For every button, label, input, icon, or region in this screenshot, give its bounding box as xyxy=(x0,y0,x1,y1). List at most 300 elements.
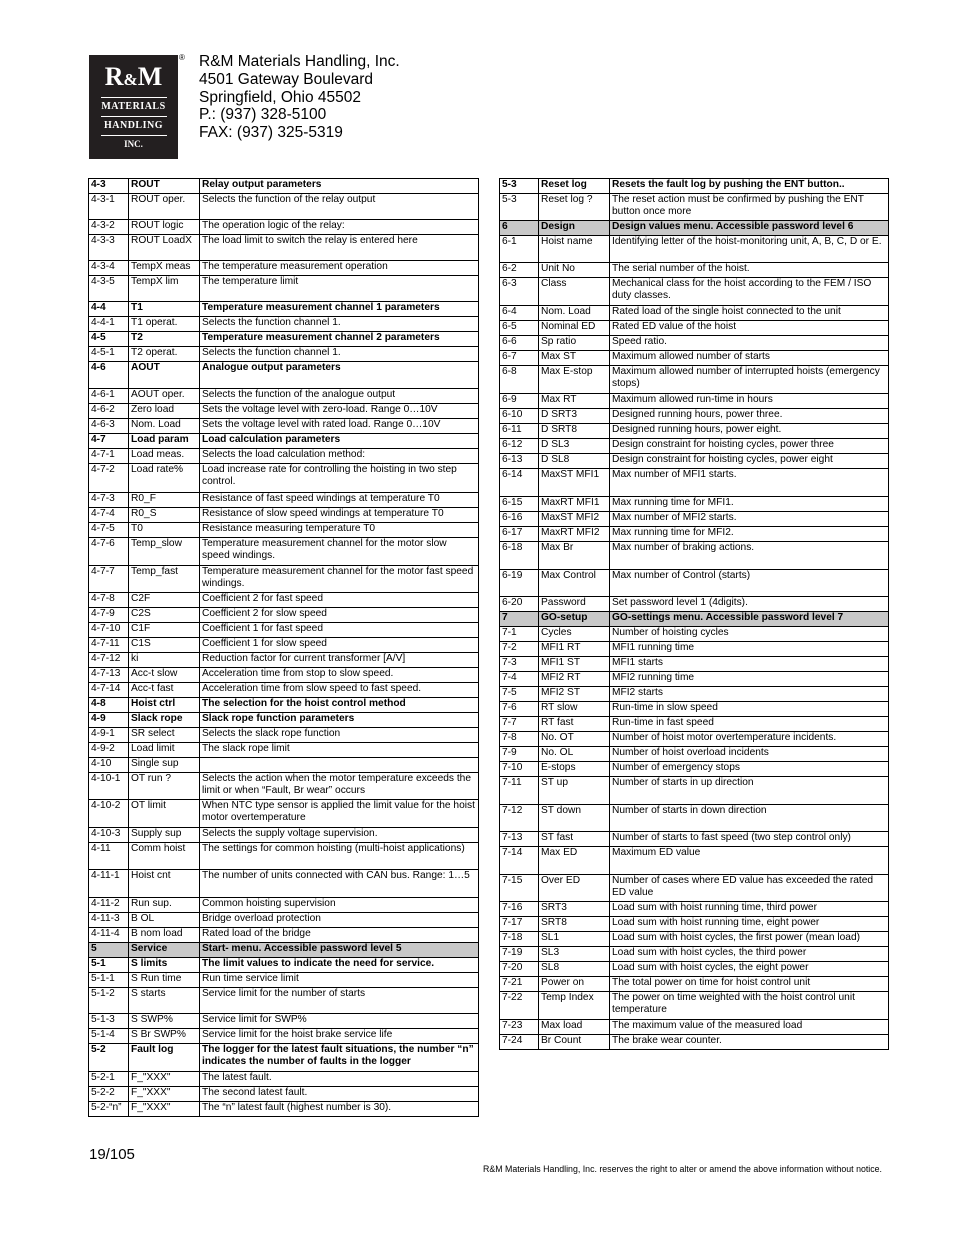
param-description: Selects the load calculation method: xyxy=(200,449,479,464)
param-description: Reduction factor for current transformer [A/V] xyxy=(200,653,479,668)
param-name: Unit No xyxy=(539,263,610,278)
param-description: The maximum value of the measured load xyxy=(610,1020,889,1035)
param-code: 4-7-11 xyxy=(89,638,129,653)
param-name: MFI2 ST xyxy=(539,687,610,702)
table-row xyxy=(89,1087,479,1102)
param-name: Max ST xyxy=(539,351,610,366)
param-name: T1 operat. xyxy=(129,317,200,332)
table-row xyxy=(89,743,479,758)
param-description: Number of hoist overload incidents xyxy=(610,747,889,762)
param-code: 4-9-2 xyxy=(89,743,129,758)
param-code: 4-7-3 xyxy=(89,493,129,508)
table-row xyxy=(500,875,889,902)
param-name: Max ED xyxy=(539,847,610,875)
table-row xyxy=(500,947,889,962)
param-description: Slack rope function parameters xyxy=(200,713,479,728)
table-row xyxy=(500,902,889,917)
param-name: ST down xyxy=(539,805,610,832)
param-code: 4-6-2 xyxy=(89,404,129,419)
table-row xyxy=(500,702,889,717)
param-name: F_"XXX" xyxy=(129,1102,200,1117)
param-code: 5-1 xyxy=(89,958,129,973)
param-code: 4-7-2 xyxy=(89,464,129,493)
param-code: 4-11-2 xyxy=(89,898,129,913)
param-name: R0_F xyxy=(129,493,200,508)
param-name: Acc-t slow xyxy=(129,668,200,683)
param-name: GO-setup xyxy=(539,612,610,627)
table-row xyxy=(500,917,889,932)
table-row xyxy=(500,306,889,321)
parameter-table-left xyxy=(88,178,479,1117)
param-description: Run time service limit xyxy=(200,973,479,988)
param-description: Rated load of the single hoist connected to the unit xyxy=(610,306,889,321)
param-description: Load sum with hoist cycles, the eight power xyxy=(610,962,889,977)
table-row xyxy=(500,805,889,832)
table-row xyxy=(500,409,889,424)
table-row xyxy=(500,992,889,1020)
param-name: Max load xyxy=(539,1020,610,1035)
param-name: S SWP% xyxy=(129,1014,200,1029)
param-code: 5-2 xyxy=(89,1044,129,1072)
table-row xyxy=(500,747,889,762)
table-row xyxy=(89,404,479,419)
param-description: The “n” latest fault (highest number is 30). xyxy=(200,1102,479,1117)
param-code: 4-11-4 xyxy=(89,928,129,943)
param-name: Reset log xyxy=(539,179,610,194)
table-row xyxy=(500,336,889,351)
param-description xyxy=(200,758,479,773)
param-code: 6-1 xyxy=(500,236,539,263)
param-code: 5-1-2 xyxy=(89,988,129,1014)
param-code: 5-3 xyxy=(500,194,539,221)
param-name: MaxST MFI2 xyxy=(539,512,610,527)
table-row xyxy=(89,419,479,434)
param-description: Acceleration time from slow speed to fast speed. xyxy=(200,683,479,698)
param-name: OT run ? xyxy=(129,773,200,800)
param-description: Resistance measuring temperature T0 xyxy=(200,523,479,538)
param-code: 7-4 xyxy=(500,672,539,687)
param-name: C2F xyxy=(129,593,200,608)
param-name: F_"XXX" xyxy=(129,1072,200,1087)
company-fax: FAX: (937) 325-5319 xyxy=(199,124,343,142)
param-description: Selects the function of the relay output xyxy=(200,194,479,220)
param-name: C1F xyxy=(129,623,200,638)
param-code: 6-10 xyxy=(500,409,539,424)
param-description: Resistance of fast speed windings at temperature T0 xyxy=(200,493,479,508)
param-code: 5-1-4 xyxy=(89,1029,129,1044)
param-code: 4-7 xyxy=(89,434,129,449)
param-code: 6-4 xyxy=(500,306,539,321)
param-code: 4-7-1 xyxy=(89,449,129,464)
table-row xyxy=(89,800,479,828)
param-description: Maximum allowed run-time in hours xyxy=(610,394,889,409)
param-description: Design constraint for hoisting cycles, power three xyxy=(610,439,889,454)
param-code: 7-9 xyxy=(500,747,539,762)
param-description: The latest fault. xyxy=(200,1072,479,1087)
param-description: Speed ratio. xyxy=(610,336,889,351)
param-code: 7-20 xyxy=(500,962,539,977)
param-name: C2S xyxy=(129,608,200,623)
table-row xyxy=(89,347,479,362)
param-name: R0_S xyxy=(129,508,200,523)
table-row xyxy=(89,1102,479,1117)
table-row xyxy=(500,1020,889,1035)
param-name: Hoist cnt xyxy=(129,870,200,898)
param-name: MaxRT MFI1 xyxy=(539,497,610,512)
param-name: No. OT xyxy=(539,732,610,747)
param-description: Service limit for SWP% xyxy=(200,1014,479,1029)
param-description: Max number of MFI1 starts. xyxy=(610,469,889,497)
param-code: 7-17 xyxy=(500,917,539,932)
param-code: 7-24 xyxy=(500,1035,539,1050)
param-description: The temperature limit xyxy=(200,276,479,302)
param-description: Number of emergency stops xyxy=(610,762,889,777)
param-name: ROUT xyxy=(129,179,200,194)
param-name: E-stops xyxy=(539,762,610,777)
table-row xyxy=(89,1072,479,1087)
param-code: 6-17 xyxy=(500,527,539,542)
param-code: 7-21 xyxy=(500,977,539,992)
param-name: Comm hoist xyxy=(129,843,200,870)
param-name: Acc-t fast xyxy=(129,683,200,698)
table-row xyxy=(89,220,479,235)
param-code: 7-15 xyxy=(500,875,539,902)
param-description: MFI2 starts xyxy=(610,687,889,702)
param-code: 6-16 xyxy=(500,512,539,527)
param-code: 7-10 xyxy=(500,762,539,777)
param-name: D SRT3 xyxy=(539,409,610,424)
param-description: Selects the supply voltage supervision. xyxy=(200,828,479,843)
param-code: 5-2-1 xyxy=(89,1072,129,1087)
param-name: MFI2 RT xyxy=(539,672,610,687)
param-code: 4-3-2 xyxy=(89,220,129,235)
table-row xyxy=(89,608,479,623)
param-description: Load calculation parameters xyxy=(200,434,479,449)
table-row xyxy=(500,717,889,732)
param-description: Set password level 1 (4digits). xyxy=(610,597,889,612)
param-name: ST up xyxy=(539,777,610,805)
param-description: MFI2 running time xyxy=(610,672,889,687)
param-description: Relay output parameters xyxy=(200,179,479,194)
param-description: Start- menu. Accessible password level 5 xyxy=(200,943,479,958)
param-code: 4-11-3 xyxy=(89,913,129,928)
param-description: The slack rope limit xyxy=(200,743,479,758)
param-name: SRT3 xyxy=(539,902,610,917)
param-name: Service xyxy=(129,943,200,958)
table-row xyxy=(89,261,479,276)
table-row xyxy=(89,302,479,317)
param-description: Number of starts in up direction xyxy=(610,777,889,805)
param-code: 7-1 xyxy=(500,627,539,642)
parameter-table-right xyxy=(499,178,889,1050)
table-row xyxy=(89,179,479,194)
param-name: MaxRT MFI2 xyxy=(539,527,610,542)
param-code: 7-12 xyxy=(500,805,539,832)
table-row xyxy=(500,512,889,527)
param-description: Maximum ED value xyxy=(610,847,889,875)
company-address xyxy=(199,53,400,142)
company-city: Springfield, Ohio 45502 xyxy=(199,88,362,106)
param-name: ki xyxy=(129,653,200,668)
param-description: The limit values to indicate the need for service. xyxy=(200,958,479,973)
param-description: Resistance of slow speed windings at temperature T0 xyxy=(200,508,479,523)
param-code: 6-19 xyxy=(500,570,539,597)
param-name: MFI1 RT xyxy=(539,642,610,657)
company-name: R&M Materials Handling, Inc. xyxy=(199,53,400,70)
table-row xyxy=(89,566,479,593)
param-name: D SL3 xyxy=(539,439,610,454)
table-row xyxy=(500,687,889,702)
param-code: 6-3 xyxy=(500,278,539,306)
table-row xyxy=(500,221,889,236)
param-description: Max number of braking actions. xyxy=(610,542,889,570)
param-code: 6 xyxy=(500,221,539,236)
table-row xyxy=(500,542,889,570)
param-description: Number of hoisting cycles xyxy=(610,627,889,642)
table-row xyxy=(89,332,479,347)
table-row xyxy=(89,623,479,638)
param-name: Zero load xyxy=(129,404,200,419)
param-code: 5-1-1 xyxy=(89,973,129,988)
param-name: ROUT LoadX xyxy=(129,235,200,261)
table-row xyxy=(500,642,889,657)
param-code: 6-8 xyxy=(500,366,539,394)
table-row xyxy=(500,570,889,597)
param-name: Cycles xyxy=(539,627,610,642)
param-description: Service limit for the hoist brake service life xyxy=(200,1029,479,1044)
param-code: 4-9 xyxy=(89,713,129,728)
table-row xyxy=(500,597,889,612)
param-name: Class xyxy=(539,278,610,306)
param-name: Over ED xyxy=(539,875,610,902)
param-name: MaxST MFI1 xyxy=(539,469,610,497)
table-row xyxy=(89,988,479,1014)
table-row xyxy=(500,777,889,805)
param-description: Design constraint for hoisting cycles, power eight xyxy=(610,454,889,469)
param-description: Coefficient 2 for slow speed xyxy=(200,608,479,623)
param-description: Coefficient 1 for slow speed xyxy=(200,638,479,653)
param-description: GO-settings menu. Accessible password level 7 xyxy=(610,612,889,627)
param-code: 4-7-13 xyxy=(89,668,129,683)
table-row xyxy=(89,713,479,728)
table-row xyxy=(89,898,479,913)
table-row xyxy=(500,732,889,747)
param-description: The brake wear counter. xyxy=(610,1035,889,1050)
param-name: T2 xyxy=(129,332,200,347)
table-row xyxy=(89,913,479,928)
param-code: 4-3-4 xyxy=(89,261,129,276)
param-name: Password xyxy=(539,597,610,612)
table-row xyxy=(500,762,889,777)
param-name: S Br SWP% xyxy=(129,1029,200,1044)
param-description: Maximum allowed number of interrupted hoists (emergency stops) xyxy=(610,366,889,394)
param-name: Hoist name xyxy=(539,236,610,263)
param-description: Number of cases where ED value has exceeded the rated ED value xyxy=(610,875,889,902)
table-row xyxy=(500,832,889,847)
param-code: 7-6 xyxy=(500,702,539,717)
param-name: Hoist ctrl xyxy=(129,698,200,713)
param-description: MFI1 starts xyxy=(610,657,889,672)
param-code: 5 xyxy=(89,943,129,958)
table-row xyxy=(500,394,889,409)
param-code: 6-20 xyxy=(500,597,539,612)
param-description: Temperature measurement channel for the motor slow speed windings. xyxy=(200,538,479,566)
param-description: Run-time in slow speed xyxy=(610,702,889,717)
param-name: B nom load xyxy=(129,928,200,943)
param-description: The number of units connected with CAN bus. Range: 1…5 xyxy=(200,870,479,898)
param-description: Selects the function channel 1. xyxy=(200,317,479,332)
table-row xyxy=(89,538,479,566)
param-name: Max Br xyxy=(539,542,610,570)
param-name: AOUT xyxy=(129,362,200,389)
param-code: 4-10-2 xyxy=(89,800,129,828)
param-code: 7-3 xyxy=(500,657,539,672)
param-description: When NTC type sensor is applied the limit value for the hoist motor overtemperature xyxy=(200,800,479,828)
table-row xyxy=(500,351,889,366)
param-name: C1S xyxy=(129,638,200,653)
param-description: Service limit for the number of starts xyxy=(200,988,479,1014)
param-name: AOUT oper. xyxy=(129,389,200,404)
param-name: S starts xyxy=(129,988,200,1014)
param-code: 6-5 xyxy=(500,321,539,336)
param-name: Power on xyxy=(539,977,610,992)
param-code: 4-7-8 xyxy=(89,593,129,608)
param-name: SL8 xyxy=(539,962,610,977)
param-code: 4-9-1 xyxy=(89,728,129,743)
param-name: F_"XXX" xyxy=(129,1087,200,1102)
param-code: 6-9 xyxy=(500,394,539,409)
param-description: Identifying letter of the hoist-monitoring unit, A, B, C, D or E. xyxy=(610,236,889,263)
param-code: 7-5 xyxy=(500,687,539,702)
param-description: Load sum with hoist running time, eight power xyxy=(610,917,889,932)
param-code: 4-11-1 xyxy=(89,870,129,898)
param-name: Slack rope xyxy=(129,713,200,728)
param-name: Load meas. xyxy=(129,449,200,464)
param-code: 4-11 xyxy=(89,843,129,870)
param-name: Nom. Load xyxy=(539,306,610,321)
param-description: The reset action must be confirmed by pushing the ENT button once more xyxy=(610,194,889,221)
table-row xyxy=(89,728,479,743)
param-name: RT fast xyxy=(539,717,610,732)
table-row xyxy=(89,434,479,449)
param-name: OT limit xyxy=(129,800,200,828)
param-name: B OL xyxy=(129,913,200,928)
param-description: Resets the fault log by pushing the ENT button.. xyxy=(610,179,889,194)
param-description: Number of starts to fast speed (two step control only) xyxy=(610,832,889,847)
table-row xyxy=(500,194,889,221)
table-row xyxy=(89,653,479,668)
table-row xyxy=(89,683,479,698)
param-code: 4-6-3 xyxy=(89,419,129,434)
param-code: 7-14 xyxy=(500,847,539,875)
param-description: The temperature measurement operation xyxy=(200,261,479,276)
table-row xyxy=(89,464,479,493)
param-description: The operation logic of the relay: xyxy=(200,220,479,235)
param-code: 5-2-“n” xyxy=(89,1102,129,1117)
param-code: 7-11 xyxy=(500,777,539,805)
table-row xyxy=(500,179,889,194)
param-description: Rated ED value of the hoist xyxy=(610,321,889,336)
table-row xyxy=(500,424,889,439)
table-row xyxy=(500,454,889,469)
table-row xyxy=(89,928,479,943)
table-row xyxy=(89,870,479,898)
param-code: 7-2 xyxy=(500,642,539,657)
param-description: Temperature measurement channel for the motor fast speed windings. xyxy=(200,566,479,593)
footer-disclaimer: R&M Materials Handling, Inc. reserves the right to alter or amend the above information without notice. xyxy=(483,1164,882,1174)
param-code: 4-5-1 xyxy=(89,347,129,362)
param-description: Mechanical class for the hoist according to the FEM / ISO duty classes. xyxy=(610,278,889,306)
param-code: 7-13 xyxy=(500,832,539,847)
param-name: Nom. Load xyxy=(129,419,200,434)
param-description: Sets the voltage level with zero-load. Range 0…10V xyxy=(200,404,479,419)
param-code: 6-13 xyxy=(500,454,539,469)
param-description: Coefficient 2 for fast speed xyxy=(200,593,479,608)
param-description: Load sum with hoist running time, third power xyxy=(610,902,889,917)
param-name: S Run time xyxy=(129,973,200,988)
param-description: Bridge overload protection xyxy=(200,913,479,928)
param-code: 7 xyxy=(500,612,539,627)
param-code: 4-3-3 xyxy=(89,235,129,261)
param-code: 4-4-1 xyxy=(89,317,129,332)
table-row xyxy=(500,657,889,672)
param-code: 4-7-14 xyxy=(89,683,129,698)
param-code: 6-7 xyxy=(500,351,539,366)
param-code: 6-2 xyxy=(500,263,539,278)
param-description: MFI1 running time xyxy=(610,642,889,657)
table-row xyxy=(500,527,889,542)
param-code: 5-2-2 xyxy=(89,1087,129,1102)
param-name: Load limit xyxy=(129,743,200,758)
param-description: Design values menu. Accessible password level 6 xyxy=(610,221,889,236)
param-description: Max number of MFI2 starts. xyxy=(610,512,889,527)
table-row xyxy=(89,943,479,958)
param-description: Rated load of the bridge xyxy=(200,928,479,943)
param-code: 7-16 xyxy=(500,902,539,917)
param-name: Fault log xyxy=(129,1044,200,1072)
table-row xyxy=(89,973,479,988)
param-description: The settings for common hoisting (multi-hoist applications) xyxy=(200,843,479,870)
table-row xyxy=(500,962,889,977)
param-name: Single sup xyxy=(129,758,200,773)
param-description: Number of starts in down direction xyxy=(610,805,889,832)
param-code: 7-18 xyxy=(500,932,539,947)
param-code: 5-3 xyxy=(500,179,539,194)
table-row xyxy=(89,828,479,843)
param-name: TempX lim xyxy=(129,276,200,302)
param-code: 4-10 xyxy=(89,758,129,773)
param-code: 4-7-10 xyxy=(89,623,129,638)
company-phone: P.: (937) 328-5100 xyxy=(199,106,327,124)
param-description: The second latest fault. xyxy=(200,1087,479,1102)
param-name: No. OL xyxy=(539,747,610,762)
param-name: S limits xyxy=(129,958,200,973)
param-code: 4-7-12 xyxy=(89,653,129,668)
registered-mark: ® xyxy=(179,53,185,62)
table-row xyxy=(500,627,889,642)
table-row xyxy=(500,321,889,336)
param-description: Max running time for MFI1. xyxy=(610,497,889,512)
table-row xyxy=(89,758,479,773)
param-name: SL1 xyxy=(539,932,610,947)
param-name: SR select xyxy=(129,728,200,743)
table-row xyxy=(89,1014,479,1029)
param-name: ROUT logic xyxy=(129,220,200,235)
table-row xyxy=(89,523,479,538)
param-name: Max E-stop xyxy=(539,366,610,394)
param-code: 6-6 xyxy=(500,336,539,351)
table-row xyxy=(500,497,889,512)
